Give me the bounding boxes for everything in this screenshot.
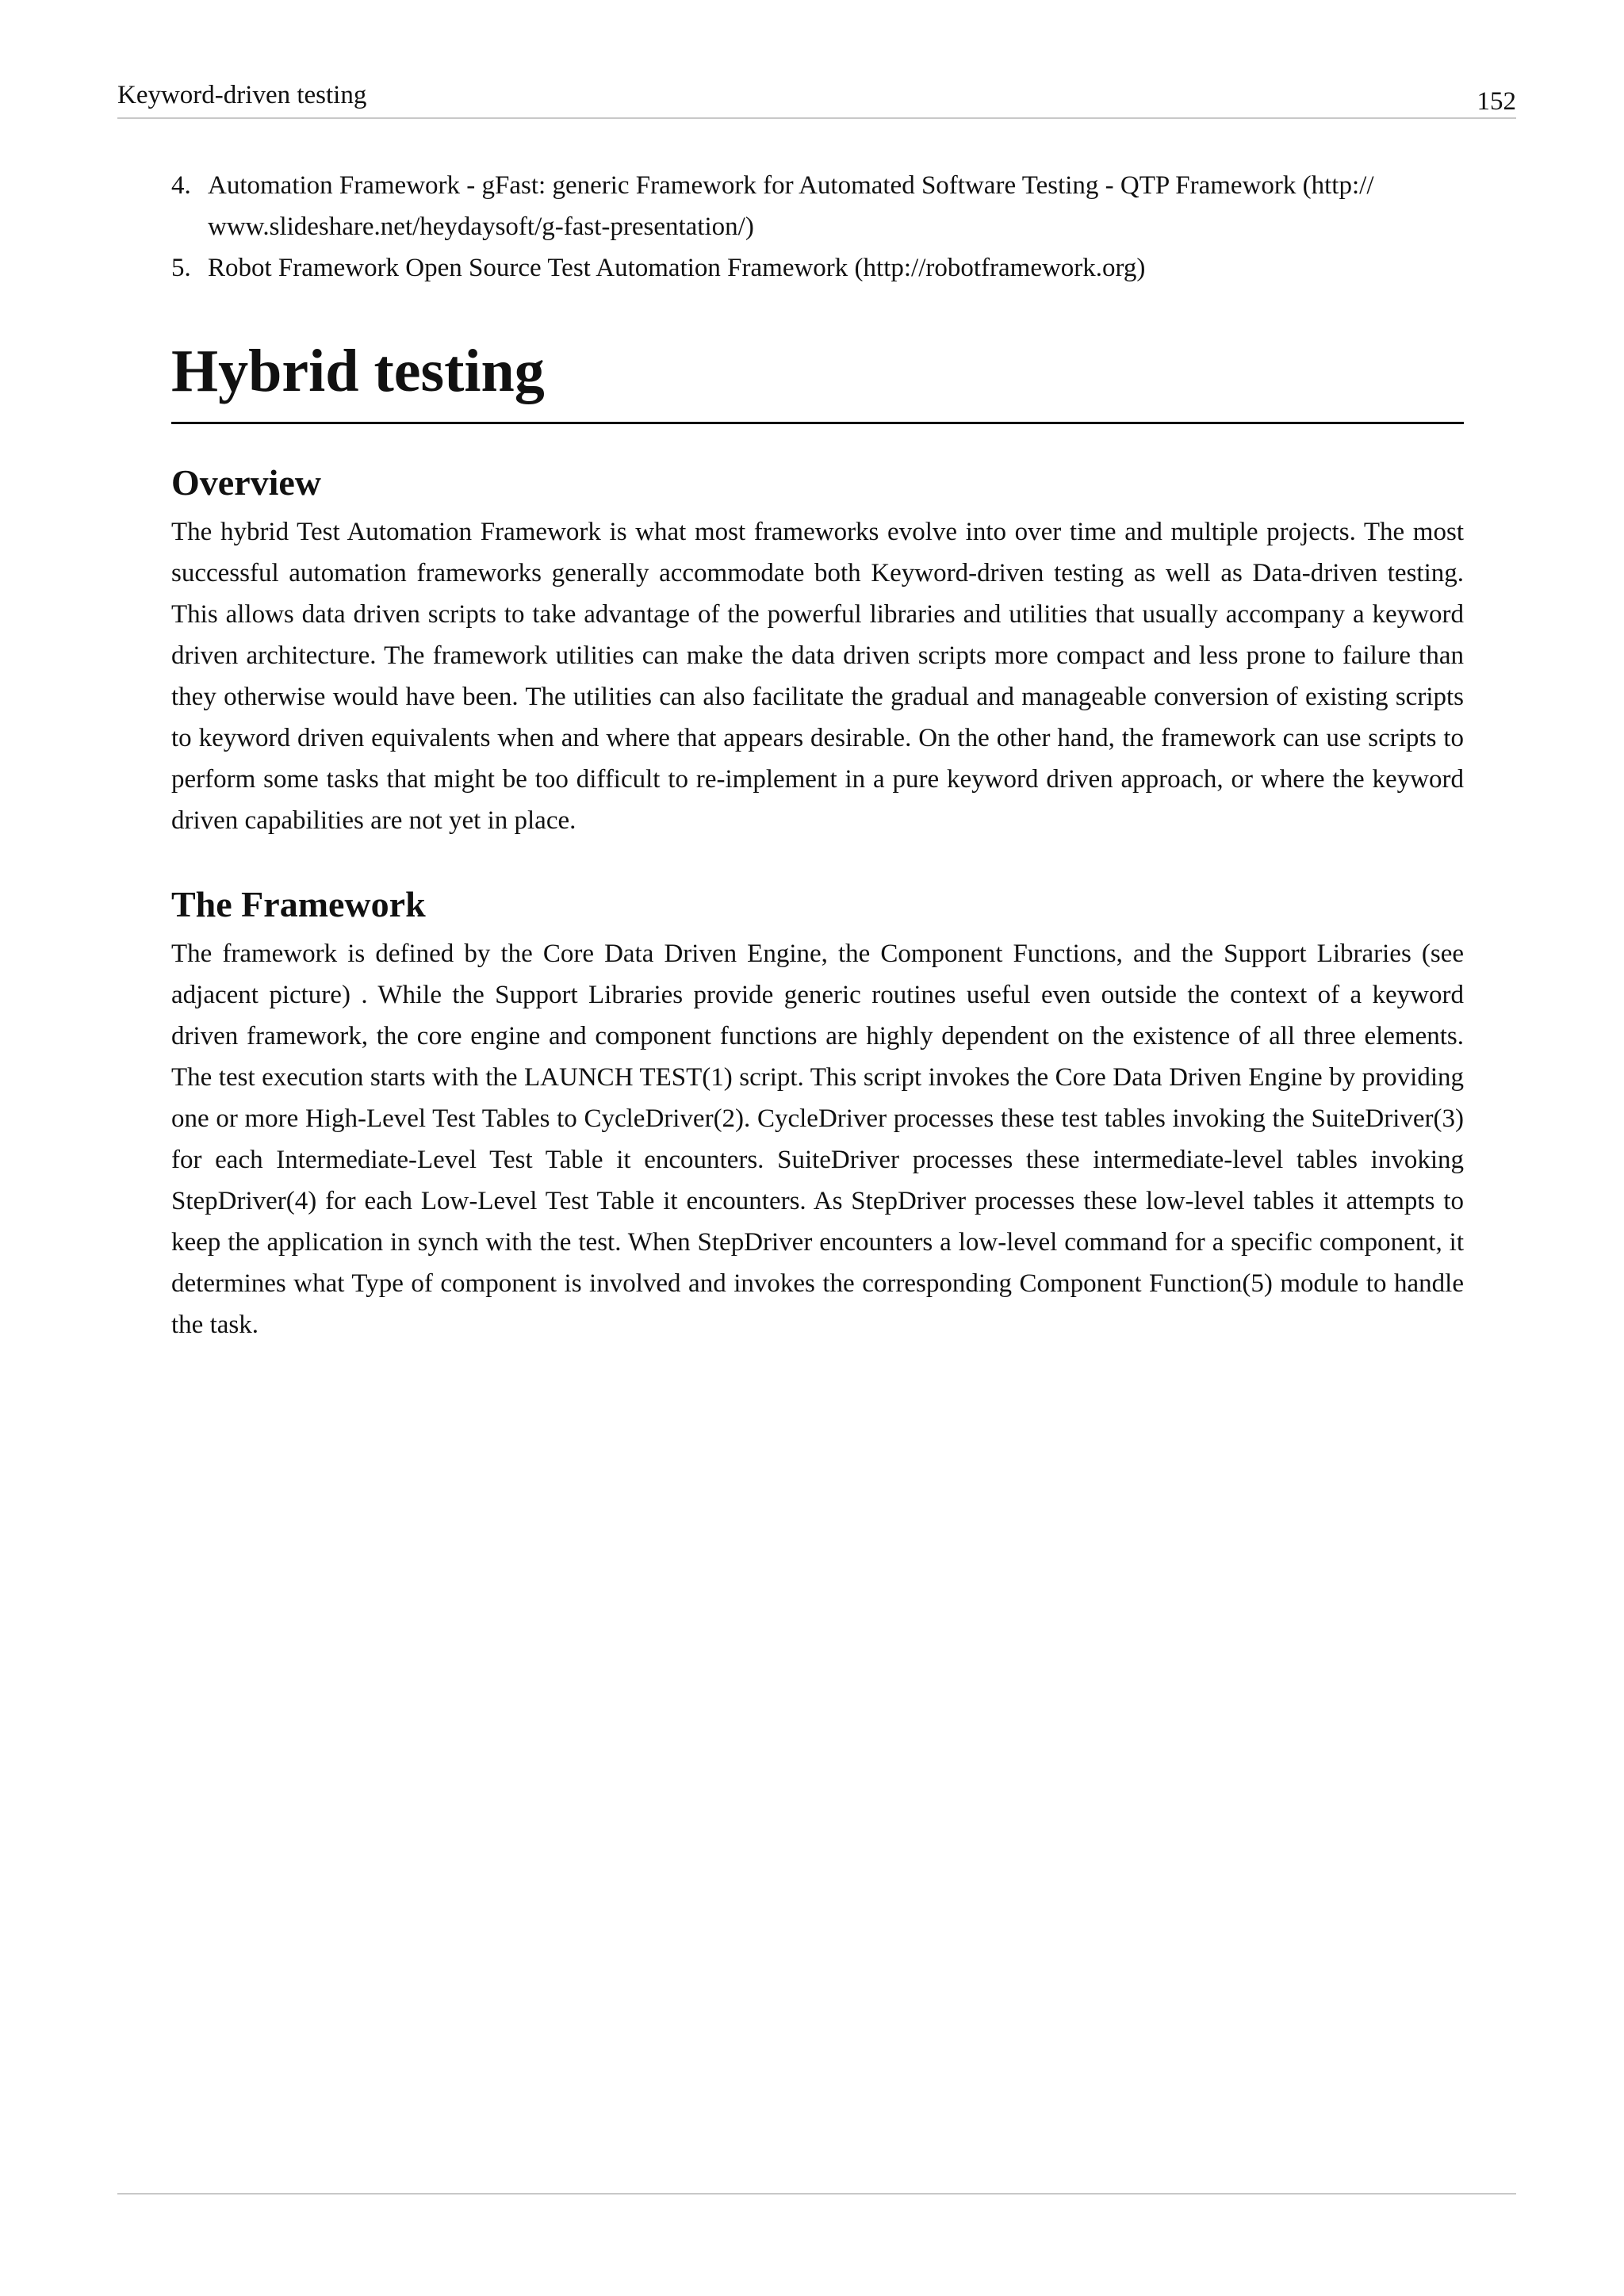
article-title: Hybrid testing [171,328,1464,424]
section-body-the-framework: The framework is defined by the Core Data Driven Engine, the Component Functions, and the Support Libraries (see adjacent picture) . While the Support Libraries provide generic routines useful even outside the context of a keyword driven framework, the core engine and component functions are highly dependent on the existence of all three elements. The test execution starts with the LAUNCH TEST(1) script. This script invokes the Core Data Driven Engine by providing one or more High-Level Test Tables to CycleDriver(2). CycleDriver processes these test tables invoking the SuiteDriver(3) for each Intermediate-Level Test Table it encounters. SuiteDriver processes these intermediate-level tables invoking StepDriver(4) for each Low-Level Test Table it encounters. As StepDriver processes these low-level tables it attempts to keep the application in synch with the test. When StepDriver encounters a low-level command for a specific component, it determines what Type of component is involved and invokes the corresponding Component Function(5) module to handle the task. [171,939,1464,1339]
section-heading-the-framework: The Framework [171,884,426,924]
reference-number: 4. [171,171,191,200]
running-header [117,78,1516,119]
footer-divider [117,2193,1516,2195]
running-header-title: Keyword-driven testing [117,81,367,109]
reference-number: 5. [171,254,191,282]
reference-text: Robot Framework Open Source Test Automation Framework (http://robotframework.org) [208,254,1146,282]
page-content [171,165,1464,1345]
section-heading-overview: Overview [171,462,322,503]
reference-list [171,165,1464,289]
page-number: 152 [1477,87,1516,116]
section-body-overview: The hybrid Test Automation Framework is what most frameworks evolve into over time and multiple projects. The most successful automation frameworks generally accommodate both Keyword-driven testing as well as Data-driven testing. This allows data driven scripts to take advantage of the powerful libraries and utilities that usually accompany a keyword driven architecture. The framework utilities can make the data driven scripts more compact and less prone to failure than they otherwise would have been. The utilities can also facilitate the gradual and manageable conversion of existing scripts to keyword driven equivalents when and where that appears desirable. On the other hand, the framework can use scripts to perform some tasks that might be too difficult to re-implement in a pure keyword driven approach, or where the keyword driven capabilities are not yet in place. [171,518,1464,835]
reference-text: Automation Framework - gFast: generic Framework for Automated Software Testing - QTP Framework (http:// www.slideshare.net/heydaysoft/g-fast-presentation/) [208,171,1374,241]
reference-item [171,247,1464,289]
reference-item [171,165,1464,247]
